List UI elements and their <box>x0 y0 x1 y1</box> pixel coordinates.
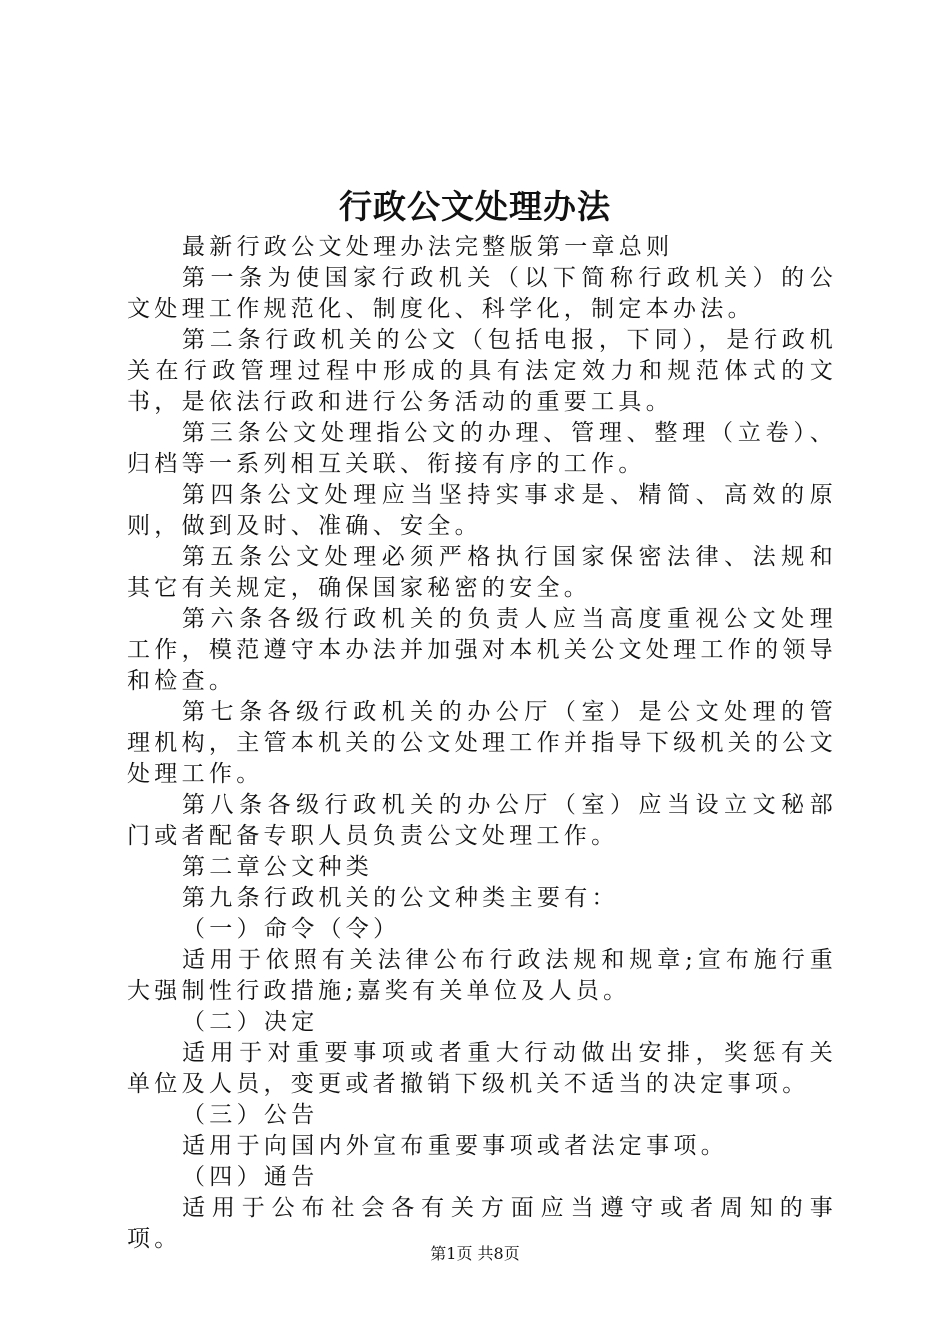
item-heading: （二）决定 <box>182 1009 319 1035</box>
item-heading: （三）公告 <box>182 1102 319 1128</box>
paragraph: 第二条行政机关的公文（包括电报，下同），是行政机关在行政管理过程中形成的具有法定效力和规范体式的文书，是依法行政和进行公务活动的重要工具。 <box>127 327 837 415</box>
paragraph: 第三条公文处理指公文的办理、管理、整理（立卷）、归档等一系列相互关联、衔接有序的工作。 <box>127 420 837 477</box>
paragraph: 最新行政公文处理办法完整版第一章总则 <box>182 234 674 260</box>
document-title: 行政公文处理办法 <box>339 187 611 226</box>
paragraph: 第九条行政机关的公文种类主要有： <box>182 885 619 911</box>
page-number: 第1页 共8页 <box>430 1244 520 1263</box>
paragraph: 第五条公文处理必须严格执行国家保密法律、法规和其它有关规定，确保国家秘密的安全。 <box>127 544 837 601</box>
paragraph: 适用于对重要事项或者重大行动做出安排，奖惩有关单位及人员，变更或者撤销下级机关不适当的决定事项。 <box>127 1040 837 1097</box>
paragraph: 适用于依照有关法律公布行政法规和规章;宣布施行重大强制性行政措施;嘉奖有关单位及人员。 <box>127 947 837 1004</box>
item-heading: （一）命令（令） <box>182 916 401 942</box>
chapter-heading: 第二章公文种类 <box>182 854 374 880</box>
paragraph: 第六条各级行政机关的负责人应当高度重视公文处理工作，模范遵守本办法并加强对本机关公文处理工作的领导和检查。 <box>127 606 837 694</box>
paragraph: 第八条各级行政机关的办公厅（室）应当设立文秘部门或者配备专职人员负责公文处理工作。 <box>127 792 837 849</box>
item-heading: （四）通告 <box>182 1164 319 1190</box>
paragraph: 第四条公文处理应当坚持实事求是、精简、高效的原则，做到及时、准确、安全。 <box>127 482 837 539</box>
paragraph: 第一条为使国家行政机关（以下简称行政机关）的公文处理工作规范化、制度化、科学化，制定本办法。 <box>127 265 837 322</box>
paragraph: 适用于向国内外宣布重要事项或者法定事项。 <box>182 1133 728 1159</box>
paragraph: 适用于公布社会各有关方面应当遵守或者周知的事项。 <box>127 1195 837 1252</box>
document-body <box>127 232 837 1255</box>
paragraph: 第七条各级行政机关的办公厅（室）是公文处理的管理机构，主管本机关的公文处理工作并指导下级机关的公文处理工作。 <box>127 699 837 787</box>
